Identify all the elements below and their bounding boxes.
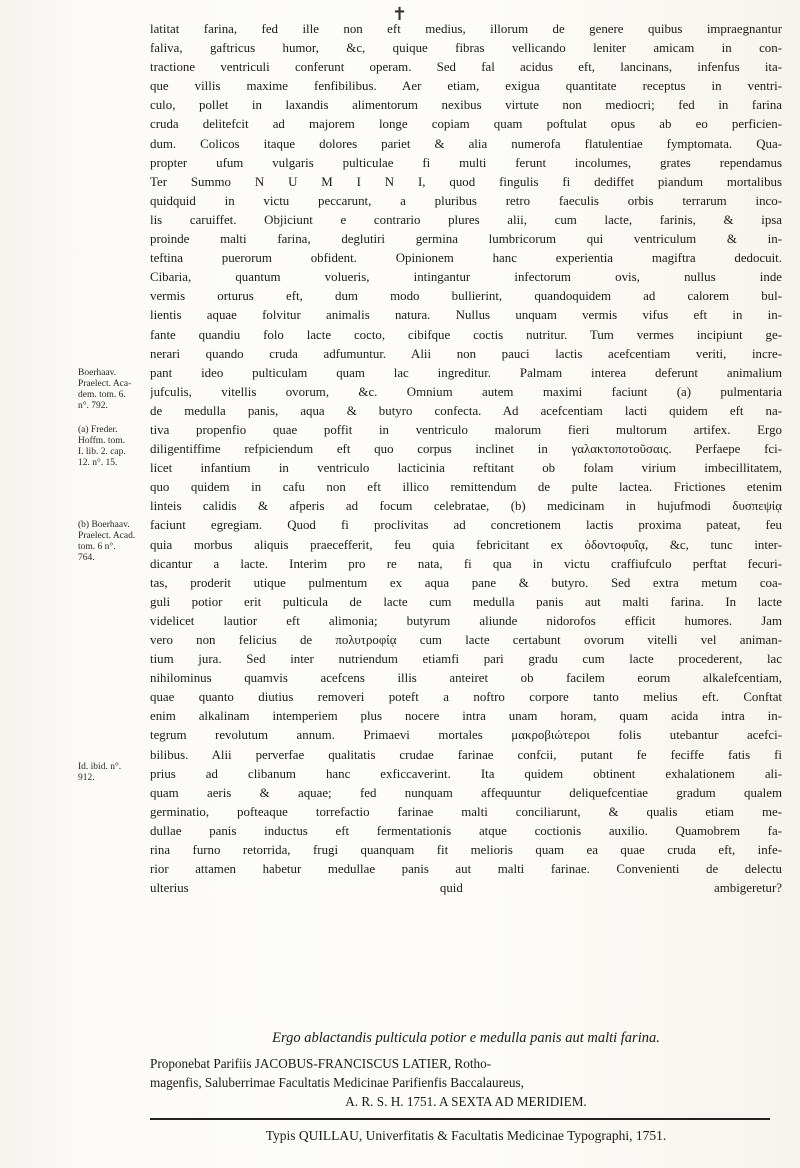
text-line: dum. Colicos itaque dolores pariet & alia numerofa flatulentiae fymptomata. Qua- xyxy=(150,136,782,151)
text-line: quidquid in victu peccarunt, a pluribus retro faeculis orbis terrarum inco- xyxy=(150,193,782,208)
text-line: proinde malti farina, deglutiri germina lumbricorum qui ventriculum & in- xyxy=(150,232,782,247)
text-line: nihilominus quamvis acefcens illis anteiret ob facilem eorum alkalefcentiam, xyxy=(150,671,782,686)
text-line: tiva propenfio quae poffit in ventriculo malorum fieri multorum artifex. Ergo xyxy=(150,422,782,437)
text-line: Cibaria, quantum volueris, intingantur infectorum ovis, nullus inde xyxy=(150,270,782,285)
proponent-line: magenfis, Saluberrimae Facultatis Medicinae Parifienfis Baccalaureus, xyxy=(150,1075,524,1090)
text-line: vero non felicius de πολυτροφίᾳ cum lacte certabunt ovorum vitelli vel animan- xyxy=(150,633,782,647)
text-line: linteis calidis & afperis ad focum celebratae, (b) medicinam in hujufmodi δυσπεψίᾳ xyxy=(150,499,782,514)
text-line: cruda delitefcit ad majorem longe copiam quam poftulat opus ab eo perficien- xyxy=(150,117,782,132)
text-line: prius ad clibanum hanc exficcaverint. Ita quidem obtinent exhalationem ali- xyxy=(150,766,782,781)
main-text xyxy=(150,20,782,898)
text-line: faciunt egregiam. Quod fi proclivitas ad concretionem lactis proxima pateat, feu xyxy=(150,518,782,533)
proponent-line: Proponebat Parifiis JACOBUS-FRANCISCUS LATIER, Rotho- xyxy=(150,1056,492,1071)
text-line: culo, pollet in laxandis alimentorum nexibus virtute non mediocri; fed in farina xyxy=(150,98,782,113)
text-line: quae quanto diutius removeri poteft a noftro corpore tanto melius eft. Conftat xyxy=(150,690,782,705)
text-line: bilibus. Alii perverfae qualitatis crudae farinae confcii, putant fe feciffe fatis fi xyxy=(150,747,782,762)
text-line: lientis aquae folvitur animalis natura. Nullus unquam vermis vifus eft in in- xyxy=(150,308,782,323)
body-paragraph xyxy=(150,20,782,898)
margin-note: (a) Freder. Hoffm. tom. I. lib. 2. cap. 12. n°. 15. xyxy=(78,425,126,468)
text-line: Ter Summo N U M I N I, quod fingulis fi dediffet piandum mortalibus xyxy=(150,174,782,189)
text-line: jufculis, vitellis ovorum, &c. Omnium autem maximi faciunt (a) pulmentaria xyxy=(150,384,782,399)
text-line: latitat farina, fed ille non eft medius, illorum de genere quibus impraegnantur xyxy=(150,22,782,36)
quaestio-heading: Ergo ablactandis pulticula potior e medulla panis aut malti farina. xyxy=(272,1030,660,1046)
text-line: teftina puerorum obfident. Opinionem hanc experientia magiftra dedocuit. xyxy=(150,251,782,266)
text-line: licet infantium in ventriculo lacticinia reftitant ob folam virium imbecillitatem, xyxy=(150,461,782,476)
divider-rule xyxy=(150,1118,770,1120)
margin-note: Boerhaav. Praelect. Aca- dem. tom. 6. n°. 792. xyxy=(78,368,132,411)
text-line: pant ideo pulticulam quam lac ingreditur. Palmam interea deferunt animalium xyxy=(150,365,782,380)
text-line: germinatio, pofteaque torrefactio farinae malti conciliarunt, & qualis etiam me- xyxy=(150,804,782,819)
text-line: guli potior erit pulticula de lacte cum medulla panis aut malti farina. In lacte xyxy=(150,594,782,609)
text-line: lis caruiffet. Objiciunt e contrario plures alii, cum lacte, farinis, & ipsa xyxy=(150,212,782,227)
text-line: nerari quando cruda adfumuntur. Alii non pauci lactis acefcentiam veriti, incre- xyxy=(150,346,782,361)
text-line: tas, proderit utique pulmentum ex aqua pane & butyro. Sed extra metum coa- xyxy=(150,575,782,590)
text-line: rior attamen habetur medullae panis aut malti farinae. Convenienti de delectu xyxy=(150,862,782,877)
margin-note: (b) Boerhaav. Praelect. Acad. tom. 6 n°. 764. xyxy=(78,520,136,563)
text-line: rina furno retorrida, frugi quanquam fit melioris quam ea quae cruda eft, infe- xyxy=(150,843,782,858)
text-line: de medulla panis, aqua & butyro confecta. Ad acefcentiam lacti quidem eft na- xyxy=(150,403,782,418)
margin-note: Id. ibid. n°. 912. xyxy=(78,762,122,783)
text-line: fante quandiu folo lacte cocto, cibifque coctis nutritur. Tum vermes incipiunt ge- xyxy=(150,327,782,342)
text-line: tium jura. Sed inter nutriendum etiamfi pari gradu cum lacte procederent, lac xyxy=(150,652,782,667)
text-line: vermis orturus eft, dum modo bullierint, quandoquidem ad calorem bul- xyxy=(150,289,782,304)
colophon: Typis QUILLAU, Univerfitatis & Facultatis Medicinae Typographi, 1751. xyxy=(265,1128,667,1143)
text-line: quam aeris & aquae; fed nunquam affequuntur deliquefcentiae gradum qualem xyxy=(150,785,782,800)
text-line: dicantur a lacte. Interim pro re nata, fi qua in victu craffiufculo perftat fecuri- xyxy=(150,556,782,571)
text-line: enim alkalinam intemperiem plus nocere intra unam horam, quam acida intra in- xyxy=(150,709,782,724)
signature-mark: ✝ xyxy=(392,4,408,24)
text-line: que villis maxime fenfibilibus. Aer etiam, exigua quantitate receptus in ventri- xyxy=(150,79,782,94)
text-line: diligentiffime refpiciendum eft quo corpus inclinet in γαλακτοποτοῦσαις. Perfaepe fci- xyxy=(150,442,782,457)
text-line: quia morbus aliquis praecefferit, feu quia febricitant ex ὀδοντοφυΐᾳ, &c, tunc inter- xyxy=(150,537,782,552)
proponent-line: A. R. S. H. 1751. A SEXTA AD MERIDIEM. xyxy=(345,1094,587,1109)
text-line: quo quidem in cafu non eft illico remittendum de pulte lactea. Frictiones etenim xyxy=(150,480,782,495)
text-line: ulterius quid ambigeretur? xyxy=(150,881,782,896)
text-line: videlicet lautior eft alimonia; butyrum aliunde nidorofos efficit humores. Jam xyxy=(150,613,782,628)
text-line: tractione ventriculi conferunt operam. Sed fal acidus eft, lancinans, infenfus ita- xyxy=(150,60,782,75)
text-line: dullae panis inductus eft fermentationis atque coctionis auxilio. Quamobrem fa- xyxy=(150,823,782,838)
text-line: faliva, gaftricus humor, &c, quique fibras vellicando leniter amicam in con- xyxy=(150,41,782,56)
text-line: propter ufum vulgaris pulticulae fi multi ferunt incolumes, grates rependamus xyxy=(150,155,782,170)
text-line: tegrum revolutum annum. Primaevi mortales μακροβιώτεροι folis utebantur acefci- xyxy=(150,728,782,743)
proponent-block xyxy=(150,1054,782,1111)
